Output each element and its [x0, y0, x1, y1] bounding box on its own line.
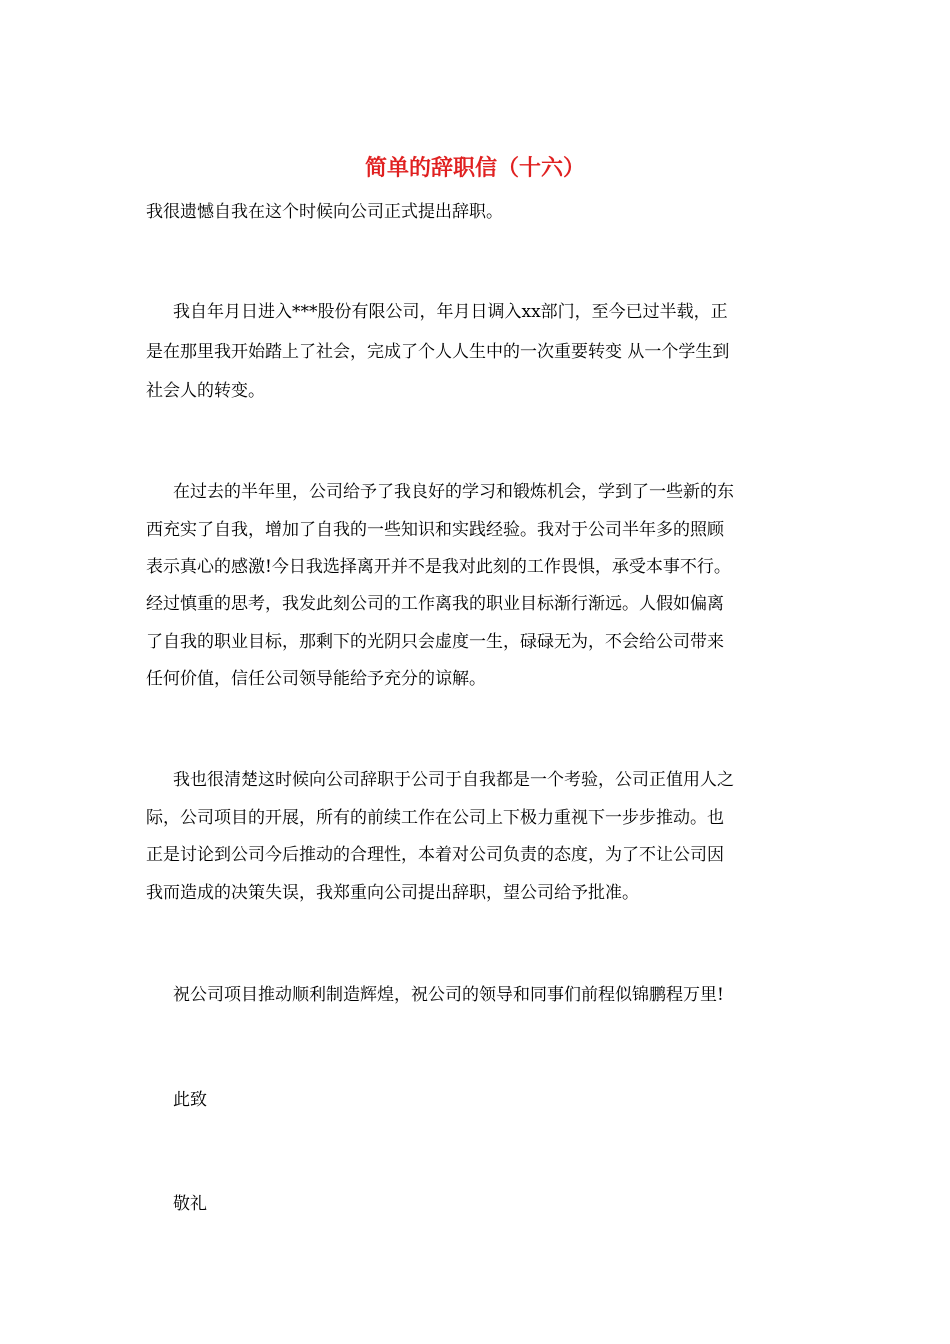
- paragraph1-line2: 是在那里我开始踏上了社会，完成了个人人生中的一次重要转变 从一个学生到: [146, 342, 730, 362]
- paragraph3-line1: 我也很清楚这时候向公司辞职于公司于自我都是一个考验，公司正值用人之: [173, 770, 734, 790]
- opening-line: 我很遗憾自我在这个时候向公司正式提出辞职。: [146, 202, 503, 222]
- closing-line-2: 敬礼: [173, 1194, 207, 1214]
- document-title: 简单的辞职信（十六）: [364, 155, 585, 181]
- paragraph3-line3: 正是讨论到公司今后推动的合理性，本着对公司负责的态度，为了不让公司因: [146, 845, 724, 865]
- paragraph2-line2: 西充实了自我，增加了自我的一些知识和实践经验。我对于公司半年多的照顾: [146, 520, 724, 540]
- paragraph2-line4: 经过慎重的思考，我发此刻公司的工作离我的职业目标渐行渐远。人假如偏离: [146, 594, 724, 614]
- paragraph1-line1: 我自年月日进入***股份有限公司，年月日调入xx部门，至今已过半载，正: [173, 302, 728, 322]
- paragraph2-line3: 表示真心的感激!今日我选择离开并不是我对此刻的工作畏惧，承受本事不行。: [146, 557, 731, 577]
- paragraph3-line2: 际，公司项目的开展，所有的前续工作在公司上下极力重视下一步步推动。也: [146, 808, 724, 828]
- wishes-line: 祝公司项目推动顺利制造辉煌，祝公司的领导和同事们前程似锦鹏程万里!: [173, 985, 724, 1005]
- paragraph2-line5: 了自我的职业目标，那剩下的光阴只会虚度一生，碌碌无为，不会给公司带来: [146, 632, 724, 652]
- paragraph2-line6: 任何价值，信任公司领导能给予充分的谅解。: [146, 669, 486, 689]
- paragraph1-line3: 社会人的转变。: [146, 381, 265, 401]
- closing-line-1: 此致: [173, 1090, 207, 1110]
- paragraph2-line1: 在过去的半年里，公司给予了我良好的学习和锻炼机会，学到了一些新的东: [173, 482, 734, 502]
- paragraph3-line4: 我而造成的决策失误，我郑重向公司提出辞职，望公司给予批准。: [146, 883, 639, 903]
